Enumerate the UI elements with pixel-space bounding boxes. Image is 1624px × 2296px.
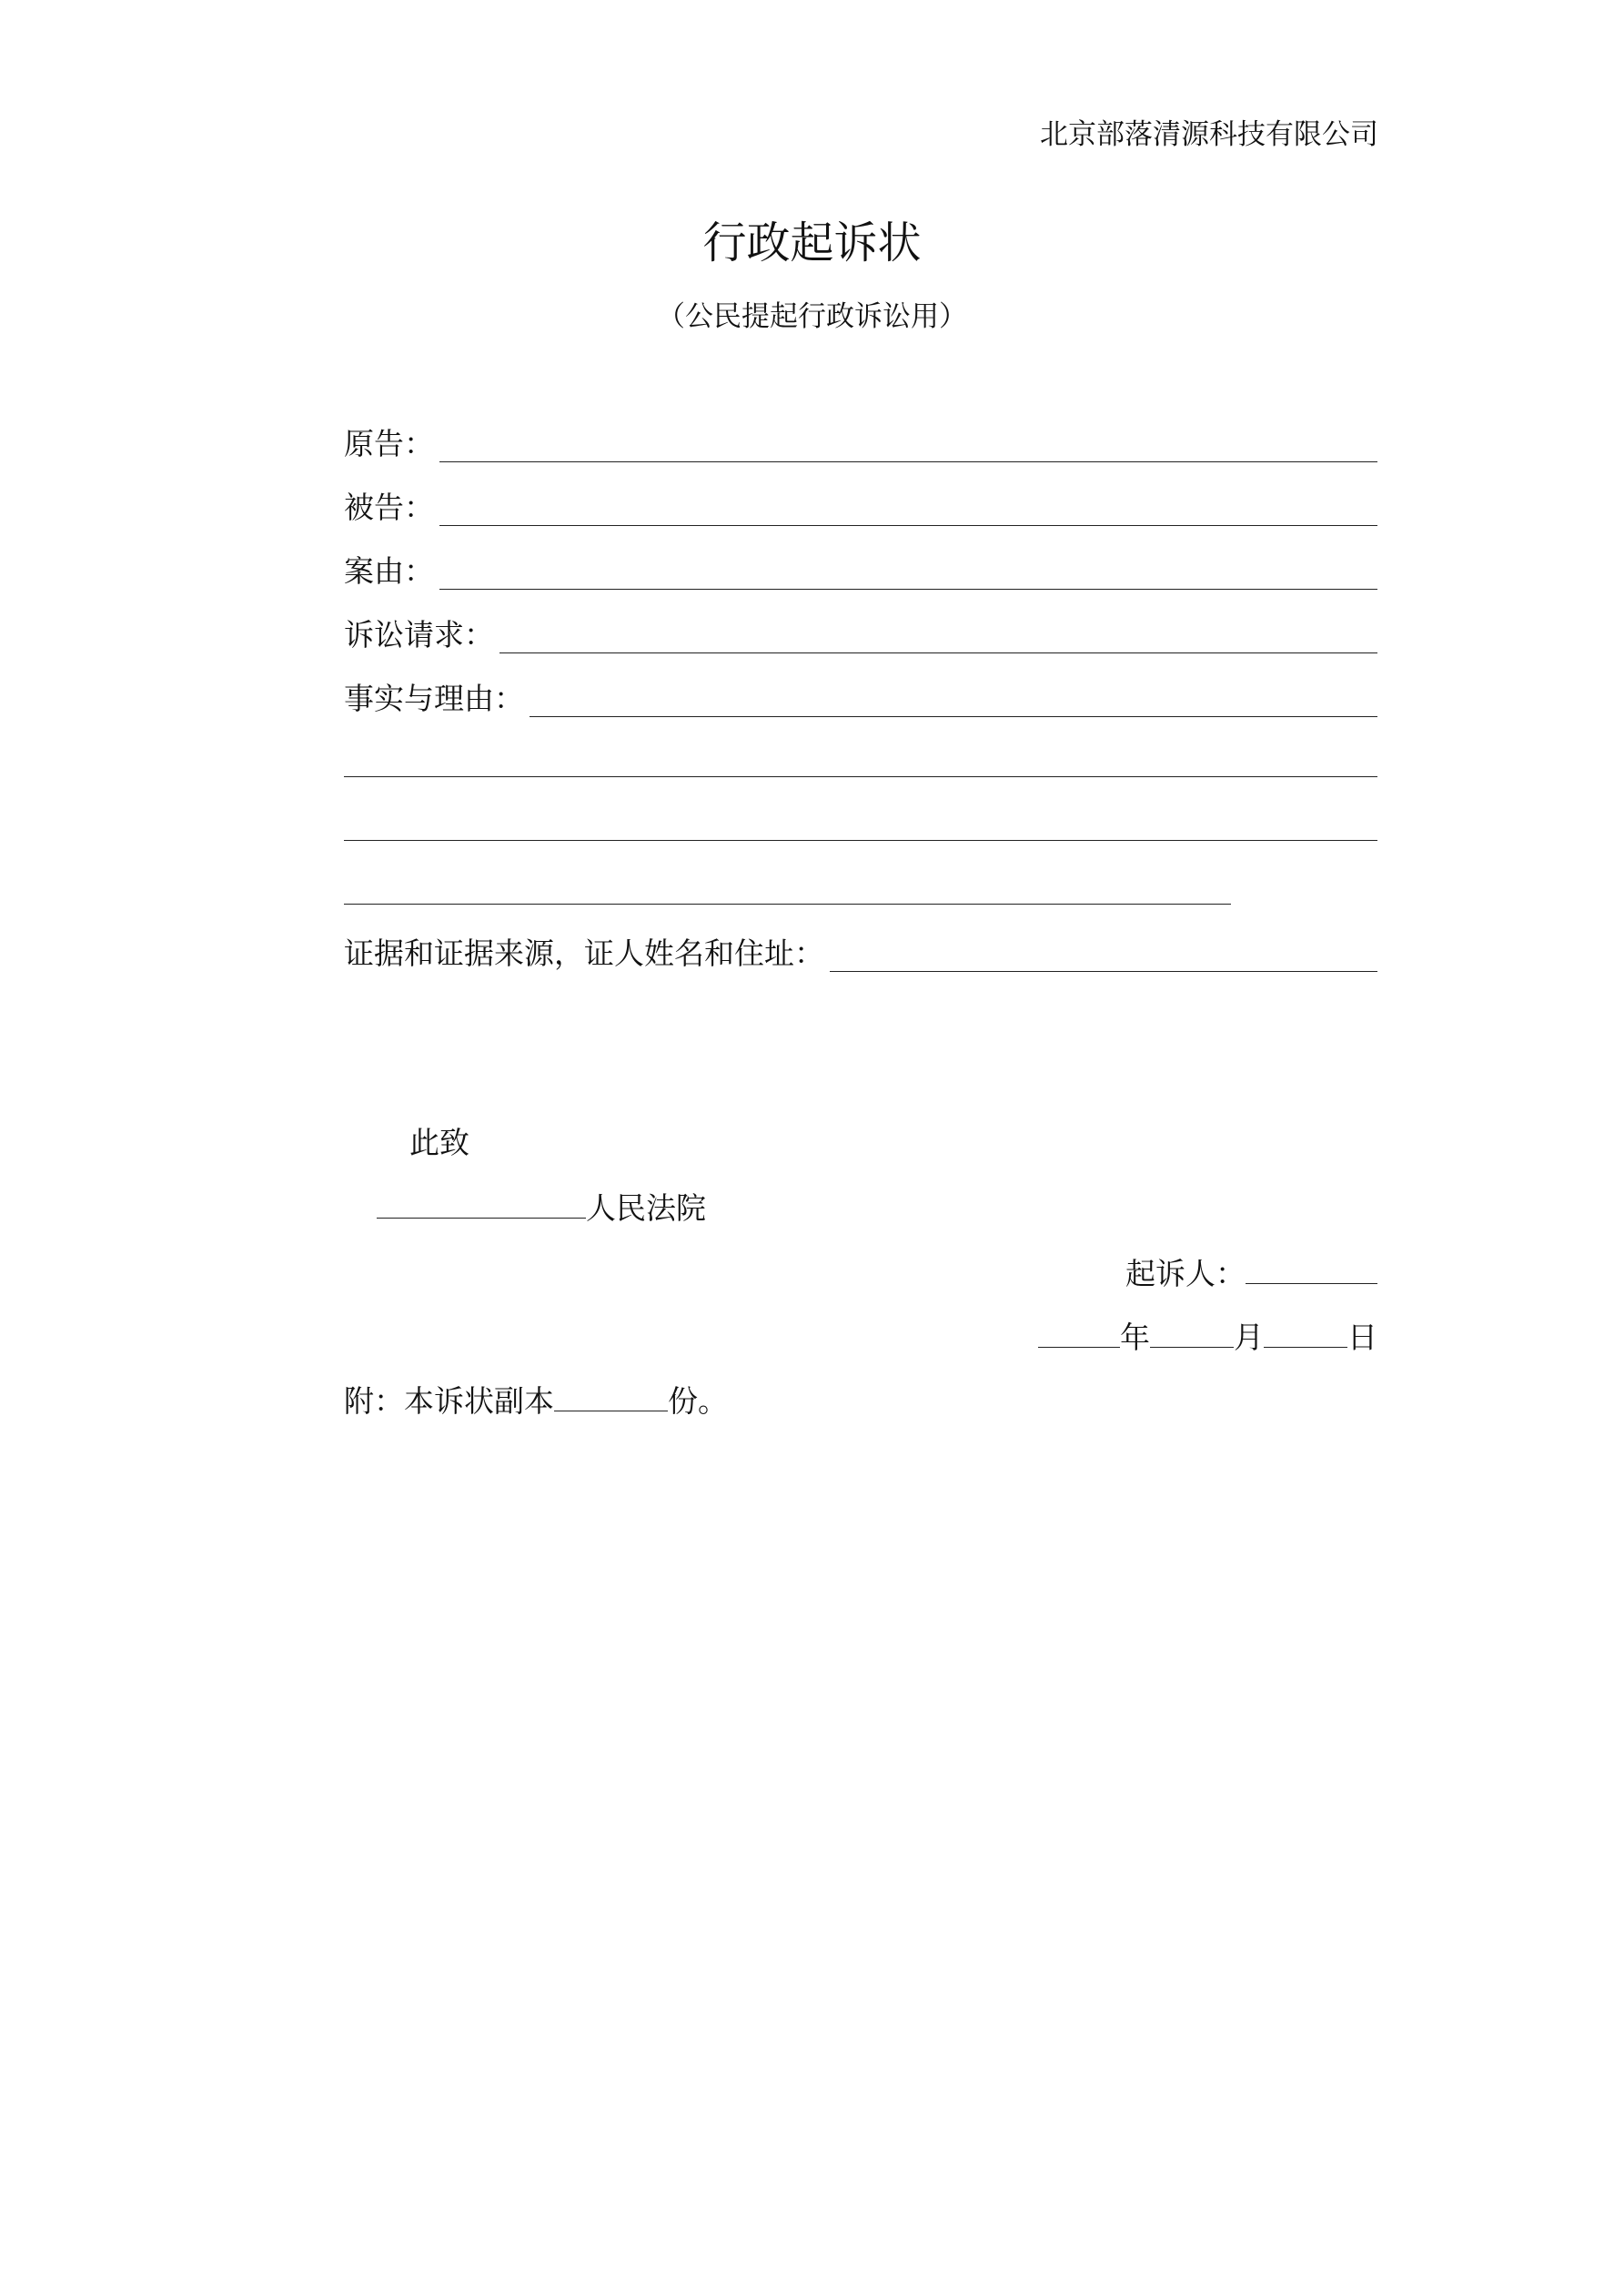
day-label: 日 bbox=[1347, 1320, 1377, 1355]
attachment-line bbox=[344, 1383, 728, 1420]
document-subtitle: （公民提起行政诉讼用） bbox=[657, 300, 967, 333]
plaintiff-field[interactable] bbox=[439, 434, 1377, 462]
cause-label: 案由： bbox=[344, 553, 434, 589]
company-name: 北京部落清源科技有限公司 bbox=[1040, 118, 1378, 151]
facts-field[interactable] bbox=[530, 689, 1377, 717]
cause-row bbox=[344, 548, 1377, 590]
facts-label: 事实与理由： bbox=[344, 681, 524, 716]
court-suffix: 人民法院 bbox=[586, 1190, 706, 1226]
facts-continuation-line-1[interactable] bbox=[344, 775, 1377, 777]
attachment-prefix: 附：本诉状副本 bbox=[344, 1383, 554, 1419]
copies-field[interactable] bbox=[554, 1383, 668, 1411]
year-field[interactable] bbox=[1038, 1320, 1120, 1348]
claims-field[interactable] bbox=[499, 625, 1377, 653]
plaintiff-sign-field[interactable] bbox=[1246, 1256, 1377, 1284]
evidence-label: 证据和证据来源，证人姓名和住址： bbox=[344, 936, 824, 971]
court-name-field[interactable] bbox=[377, 1190, 586, 1219]
claims-row bbox=[344, 612, 1377, 653]
month-label: 月 bbox=[1234, 1320, 1264, 1355]
facts-continuation-line-2[interactable] bbox=[344, 839, 1377, 841]
salutation: 此致 bbox=[409, 1125, 469, 1160]
facts-row bbox=[344, 675, 1377, 717]
evidence-row bbox=[344, 930, 1377, 972]
plaintiff-row bbox=[344, 420, 1377, 462]
date-line bbox=[1038, 1320, 1377, 1356]
cause-field[interactable] bbox=[439, 561, 1377, 590]
defendant-field[interactable] bbox=[439, 498, 1377, 526]
defendant-label: 被告： bbox=[344, 490, 434, 525]
plaintiff-signature-line bbox=[1125, 1256, 1377, 1292]
plaintiff-label: 原告： bbox=[344, 426, 434, 461]
plaintiff-sign-label: 起诉人： bbox=[1125, 1256, 1246, 1291]
month-field[interactable] bbox=[1150, 1320, 1234, 1348]
document-title: 行政起诉状 bbox=[702, 217, 922, 268]
year-label: 年 bbox=[1120, 1320, 1150, 1355]
evidence-field[interactable] bbox=[830, 944, 1377, 972]
court-line bbox=[377, 1190, 706, 1227]
facts-continuation-line-3[interactable] bbox=[344, 903, 1231, 905]
day-field[interactable] bbox=[1264, 1320, 1347, 1348]
defendant-row bbox=[344, 484, 1377, 526]
claims-label: 诉讼请求： bbox=[344, 617, 494, 652]
attachment-suffix: 份。 bbox=[668, 1383, 728, 1419]
